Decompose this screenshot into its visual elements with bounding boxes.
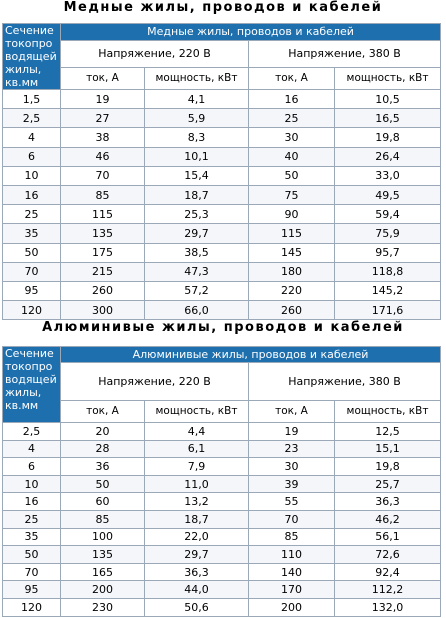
table-row bbox=[3, 243, 441, 262]
copper-section-title: Медные жилы, проводов и кабелей bbox=[63, 0, 383, 15]
cell-current-380: 170 bbox=[249, 581, 335, 599]
table-row bbox=[3, 528, 441, 546]
cell-section: 16 bbox=[3, 493, 61, 511]
aluminum-col-power-220: мощность, кВт bbox=[145, 401, 249, 423]
cell-current-380: 40 bbox=[249, 147, 335, 166]
table-row bbox=[3, 166, 441, 185]
table-row bbox=[3, 128, 441, 147]
cell-power-220: 29,7 bbox=[145, 224, 249, 243]
cell-power-220: 38,5 bbox=[145, 243, 249, 262]
cell-power-380: 95,7 bbox=[335, 243, 441, 262]
cell-current-380: 145 bbox=[249, 243, 335, 262]
cell-section: 70 bbox=[3, 262, 61, 281]
cell-current-220: 27 bbox=[61, 109, 145, 128]
copper-section-header: Сечение токопро водящей жилы, кв.мм bbox=[3, 24, 61, 90]
cell-power-220: 18,7 bbox=[145, 510, 249, 528]
cell-current-220: 50 bbox=[61, 475, 145, 493]
cell-section: 50 bbox=[3, 243, 61, 262]
copper-col-current-220: ток, А bbox=[61, 68, 145, 90]
cell-section: 120 bbox=[3, 301, 61, 320]
cell-current-380: 90 bbox=[249, 205, 335, 224]
cell-section: 2,5 bbox=[3, 423, 61, 441]
cell-current-380: 75 bbox=[249, 185, 335, 204]
cell-section: 16 bbox=[3, 185, 61, 204]
cell-section: 4 bbox=[3, 128, 61, 147]
table-row bbox=[3, 563, 441, 581]
table-row bbox=[3, 224, 441, 243]
cell-power-380: 12,5 bbox=[335, 423, 441, 441]
cell-current-380: 55 bbox=[249, 493, 335, 511]
aluminum-col-current-220: ток, А bbox=[61, 401, 145, 423]
table-row bbox=[3, 90, 441, 109]
cell-power-380: 46,2 bbox=[335, 510, 441, 528]
cell-current-380: 200 bbox=[249, 598, 335, 616]
cell-power-380: 75,9 bbox=[335, 224, 441, 243]
cell-current-380: 180 bbox=[249, 262, 335, 281]
cell-current-220: 20 bbox=[61, 423, 145, 441]
table-row bbox=[3, 510, 441, 528]
cell-power-380: 19,8 bbox=[335, 128, 441, 147]
table-row bbox=[3, 546, 441, 564]
cell-power-220: 5,9 bbox=[145, 109, 249, 128]
cell-power-220: 4,1 bbox=[145, 90, 249, 109]
cell-power-380: 59,4 bbox=[335, 205, 441, 224]
cell-current-220: 100 bbox=[61, 528, 145, 546]
cell-current-380: 220 bbox=[249, 281, 335, 300]
cell-section: 70 bbox=[3, 563, 61, 581]
cell-power-380: 33,0 bbox=[335, 166, 441, 185]
cell-power-380: 132,0 bbox=[335, 598, 441, 616]
table-row bbox=[3, 185, 441, 204]
cell-current-220: 60 bbox=[61, 493, 145, 511]
cell-power-220: 10,1 bbox=[145, 147, 249, 166]
aluminum-voltage-380: Напряжение, 380 В bbox=[249, 363, 441, 401]
cell-section: 4 bbox=[3, 440, 61, 458]
copper-voltage-220: Напряжение, 220 В bbox=[61, 40, 249, 68]
aluminum-section-title: Алюминивые жилы, проводов и кабелей bbox=[42, 320, 404, 335]
cell-power-380: 25,7 bbox=[335, 475, 441, 493]
cell-current-220: 165 bbox=[61, 563, 145, 581]
cell-power-220: 18,7 bbox=[145, 185, 249, 204]
cell-current-220: 230 bbox=[61, 598, 145, 616]
cell-current-220: 19 bbox=[61, 90, 145, 109]
cell-current-380: 19 bbox=[249, 423, 335, 441]
cell-section: 6 bbox=[3, 147, 61, 166]
cell-section: 95 bbox=[3, 581, 61, 599]
copper-voltage-380: Напряжение, 380 В bbox=[249, 40, 441, 68]
cell-section: 10 bbox=[3, 166, 61, 185]
cell-power-380: 171,6 bbox=[335, 301, 441, 320]
table-row bbox=[3, 423, 441, 441]
cell-current-220: 28 bbox=[61, 440, 145, 458]
cell-power-220: 50,6 bbox=[145, 598, 249, 616]
cell-power-380: 112,2 bbox=[335, 581, 441, 599]
table-row bbox=[3, 581, 441, 599]
cell-power-220: 66,0 bbox=[145, 301, 249, 320]
cell-power-380: 145,2 bbox=[335, 281, 441, 300]
table-row bbox=[3, 440, 441, 458]
table-row bbox=[3, 205, 441, 224]
cell-power-220: 6,1 bbox=[145, 440, 249, 458]
cell-current-220: 85 bbox=[61, 510, 145, 528]
cell-power-220: 22,0 bbox=[145, 528, 249, 546]
cell-current-220: 85 bbox=[61, 185, 145, 204]
aluminum-voltage-220: Напряжение, 220 В bbox=[61, 363, 249, 401]
cell-current-220: 38 bbox=[61, 128, 145, 147]
cell-current-220: 115 bbox=[61, 205, 145, 224]
cell-section: 1,5 bbox=[3, 90, 61, 109]
cell-section: 35 bbox=[3, 224, 61, 243]
copper-header-main: Медные жилы, проводов и кабелей bbox=[61, 24, 441, 41]
cell-current-380: 85 bbox=[249, 528, 335, 546]
table-row bbox=[3, 475, 441, 493]
cell-power-380: 10,5 bbox=[335, 90, 441, 109]
table-row bbox=[3, 493, 441, 511]
cell-current-220: 46 bbox=[61, 147, 145, 166]
cell-power-220: 29,7 bbox=[145, 546, 249, 564]
cell-section: 2,5 bbox=[3, 109, 61, 128]
cell-current-380: 30 bbox=[249, 128, 335, 147]
cell-power-220: 47,3 bbox=[145, 262, 249, 281]
cell-power-220: 11,0 bbox=[145, 475, 249, 493]
cell-power-220: 36,3 bbox=[145, 563, 249, 581]
cell-current-220: 260 bbox=[61, 281, 145, 300]
cell-power-380: 49,5 bbox=[335, 185, 441, 204]
table-row bbox=[3, 281, 441, 300]
cell-power-380: 56,1 bbox=[335, 528, 441, 546]
cell-power-380: 36,3 bbox=[335, 493, 441, 511]
cell-current-220: 70 bbox=[61, 166, 145, 185]
cell-current-220: 135 bbox=[61, 224, 145, 243]
copper-table-body bbox=[3, 24, 441, 320]
table-row bbox=[3, 262, 441, 281]
cell-current-380: 260 bbox=[249, 301, 335, 320]
copper-col-power-220: мощность, кВт bbox=[145, 68, 249, 90]
cell-section: 6 bbox=[3, 458, 61, 476]
cell-current-220: 215 bbox=[61, 262, 145, 281]
cell-power-220: 7,9 bbox=[145, 458, 249, 476]
cell-current-220: 200 bbox=[61, 581, 145, 599]
cell-current-380: 110 bbox=[249, 546, 335, 564]
cell-power-380: 118,8 bbox=[335, 262, 441, 281]
cell-power-220: 8,3 bbox=[145, 128, 249, 147]
cell-current-220: 135 bbox=[61, 546, 145, 564]
cell-section: 95 bbox=[3, 281, 61, 300]
copper-col-current-380: ток, А bbox=[249, 68, 335, 90]
cell-section: 35 bbox=[3, 528, 61, 546]
table-row bbox=[3, 598, 441, 616]
aluminum-table-body bbox=[3, 347, 441, 617]
cell-power-380: 92,4 bbox=[335, 563, 441, 581]
cell-section: 25 bbox=[3, 205, 61, 224]
aluminum-table bbox=[2, 346, 441, 617]
copper-col-power-380: мощность, кВт bbox=[335, 68, 441, 90]
cell-section: 10 bbox=[3, 475, 61, 493]
table-row bbox=[3, 147, 441, 166]
cell-power-220: 25,3 bbox=[145, 205, 249, 224]
cell-power-380: 26,4 bbox=[335, 147, 441, 166]
cell-current-380: 39 bbox=[249, 475, 335, 493]
cell-current-380: 115 bbox=[249, 224, 335, 243]
copper-table bbox=[2, 23, 441, 320]
aluminum-col-current-380: ток, А bbox=[249, 401, 335, 423]
cell-current-220: 300 bbox=[61, 301, 145, 320]
table-row bbox=[3, 301, 441, 320]
cell-power-380: 19,8 bbox=[335, 458, 441, 476]
cell-power-220: 4,4 bbox=[145, 423, 249, 441]
cell-current-220: 175 bbox=[61, 243, 145, 262]
cell-current-380: 50 bbox=[249, 166, 335, 185]
cell-current-380: 70 bbox=[249, 510, 335, 528]
table-row bbox=[3, 109, 441, 128]
cell-section: 120 bbox=[3, 598, 61, 616]
cell-current-220: 36 bbox=[61, 458, 145, 476]
cell-power-220: 57,2 bbox=[145, 281, 249, 300]
cell-power-220: 13,2 bbox=[145, 493, 249, 511]
cell-current-380: 140 bbox=[249, 563, 335, 581]
table-row bbox=[3, 458, 441, 476]
cell-section: 50 bbox=[3, 546, 61, 564]
cell-power-220: 15,4 bbox=[145, 166, 249, 185]
cell-power-380: 72,6 bbox=[335, 546, 441, 564]
cell-current-380: 16 bbox=[249, 90, 335, 109]
cell-section: 25 bbox=[3, 510, 61, 528]
cell-current-380: 23 bbox=[249, 440, 335, 458]
cell-current-380: 30 bbox=[249, 458, 335, 476]
cell-power-380: 15,1 bbox=[335, 440, 441, 458]
cell-current-380: 25 bbox=[249, 109, 335, 128]
cell-power-380: 16,5 bbox=[335, 109, 441, 128]
aluminum-section-header: Сечение токопро водящей жилы, кв.мм bbox=[3, 347, 61, 423]
aluminum-col-power-380: мощность, кВт bbox=[335, 401, 441, 423]
cell-power-220: 44,0 bbox=[145, 581, 249, 599]
aluminum-header-main: Алюминивые жилы, проводов и кабелей bbox=[61, 347, 441, 363]
